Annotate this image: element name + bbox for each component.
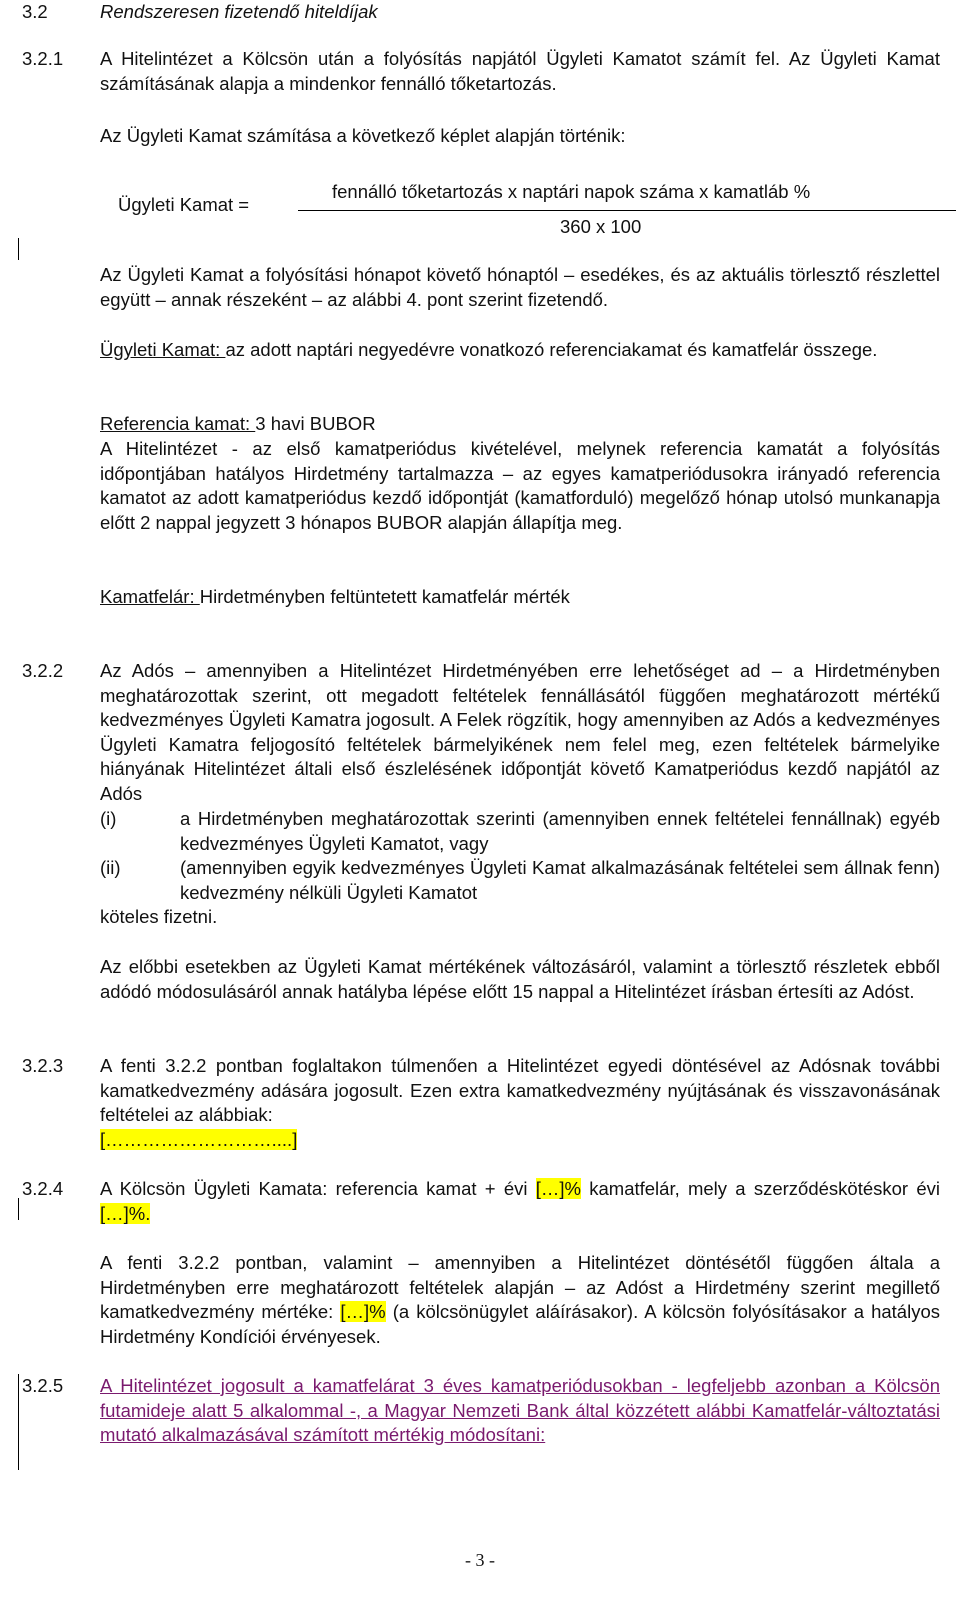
list-item-label: (ii)	[100, 857, 121, 878]
clause-3-2-4-text	[100, 1177, 940, 1226]
formula-lhs: Ügyleti Kamat =	[118, 194, 250, 215]
page-number: - 3 -	[465, 1550, 495, 1570]
clause-3-2-1-text: A Hitelintézet a Kölcsön után a folyósítás napjától Ügyleti Kamatot számít fel. Az Ügyleti Kamat számításának alapja a mindenkor fennálló tőketartozás.	[100, 48, 940, 94]
formula-fraction-line	[298, 210, 956, 211]
clause-3-2-4-paragraph-2	[100, 1251, 940, 1349]
clause-number-3-2-5: 3.2.5	[22, 1375, 64, 1396]
clause-3-2-5-text: A Hitelintézet jogosult a kamatfelárat 3 éves kamatperiódusokban - legfeljebb azonban a Kölcsön futamideje alatt 5 alkalommal -, a Magyar Nemzeti Bank által közzétett alábbi Kamatfelár-változtatási mutató alkalmazásával számított mértékig módosítani:	[100, 1375, 940, 1446]
text-segment: A fenti 3.2.2 pontban, valamint – amennyiben a Hitelintézet döntésétől függően általa a Hirdetményben erre meghatározott feltételek alapján – az Adóst a Hirdetmény szerint megillető kamatkedvezmény mértéke:	[100, 1252, 940, 1323]
definition-text: Hirdetményben feltüntetett kamatfelár mérték	[199, 586, 570, 607]
definition-text: az adott naptári negyedévre vonatkozó referenciakamat és kamatfelár összege.	[225, 339, 878, 360]
section-number: 3.2	[22, 1, 48, 22]
definition-referencia-text: A Hitelintézet - az első kamatperiódus kivételével, melynek referencia kamatát a folyósítás időpontjában hatályos Hirdetmény tartalmazza – az egyes kamatperiódusokra irányadó referencia kamatot az adott kamatperiódus kezdő időpontját (kamatforduló) megelőző hónap utolsó munkanapja előtt 2 nappal jegyzett 3 hónapos BUBOR alapján állapítja meg.	[100, 438, 940, 533]
placeholder-field	[100, 1128, 297, 1153]
formula-intro: Az Ügyleti Kamat számítása a következő képlet alapján történik:	[100, 125, 626, 146]
clause-number-3-2-3: 3.2.3	[22, 1055, 64, 1076]
clause-3-2-2-closing: köteles fizetni.	[100, 906, 218, 927]
list-item-text: a Hirdetményben meghatározottak szerinti (amennyiben ennek feltételei fennállnak) egyéb kedvezményes Ügyleti Kamatot, vagy	[180, 808, 940, 854]
revision-bar	[18, 1198, 19, 1220]
text-segment: A Kölcsön Ügyleti Kamata: referencia kamat + évi	[100, 1178, 536, 1199]
revision-bar	[18, 238, 19, 260]
clause-3-2-2-text: Az Adós – amennyiben a Hitelintézet Hirdetményében erre lehetőséget ad – a Hirdetményben meghatározottak szerint, ott megadott feltételek fennállásától függően meghatározott mértékű kedvezményes Ügyleti Kamatra jogosult. A Felek rögzítik, hogy amennyiben az Adós a kedvezményes Ügyleti Kamatra feljogosító feltételek bármelyikének nem felel meg, ezen feltételek bármelyike hiányának Hitelintézet általi első észlelésének időpontját követő Kamatperiódus kezdő napjától az Adós	[100, 660, 940, 804]
text-segment: (a kölcsönügylet aláírásakor). A kölcsön folyósításakor a hatályos Hirdetmény Kondíciói érvényesek.	[100, 1301, 940, 1347]
after-formula-text: Az Ügyleti Kamat a folyósítási hónapot követő hónaptól – esedékes, és az aktuális törlesztő részlettel együtt – annak részeként – az alábbi 4. pont szerint fizetendő.	[100, 264, 940, 310]
section-title: Rendszeresen fizetendő hiteldíjak	[100, 1, 378, 22]
definition-value: 3 havi BUBOR	[255, 413, 376, 434]
text-segment: kamatfelár, mely a szerződéskötéskor évi	[580, 1178, 940, 1199]
formula-numerator: fennálló tőketartozás x naptári napok száma x kamatláb %	[332, 181, 811, 202]
definition-ugyleti-kamat	[100, 338, 940, 363]
formula-denominator: 360 x 100	[560, 216, 642, 237]
clause-number-3-2-2: 3.2.2	[22, 660, 64, 681]
definition-referencia-kamat	[100, 412, 376, 437]
highlighted-placeholder: […]%	[340, 1301, 386, 1323]
clause-3-2-2-paragraph-2: Az előbbi esetekben az Ügyleti Kamat mértékének változásáról, valamint a törlesztő részletek ebből adódó módosulásáról annak hatályba lépése előtt 15 nappal a Hitelintézet írásban értesíti az Adóst.	[100, 956, 940, 1002]
definition-term: Kamatfelár:	[100, 586, 200, 607]
clause-number-3-2-1: 3.2.1	[22, 48, 64, 69]
list-item-text: (amennyiben egyik kedvezményes Ügyleti Kamat alkalmazásának feltételei sem állnak fenn) kedvezmény nélküli Ügyleti Kamatot	[180, 857, 940, 903]
definition-kamatfelar	[100, 585, 570, 610]
definition-term: Referencia kamat:	[100, 413, 256, 434]
clause-number-3-2-4: 3.2.4	[22, 1178, 64, 1199]
highlighted-placeholder: [………………………....]	[100, 1129, 298, 1150]
clause-3-2-3-text: A fenti 3.2.2 pontban foglaltakon túlmenően a Hitelintézet egyedi döntésével az Adósnak további kamatkedvezmény adására jogosult. Ezen extra kamatkedvezmény nyújtásának és visszavonásának feltételei az alábbiak:	[100, 1055, 940, 1126]
highlighted-placeholder: […]%	[535, 1178, 581, 1199]
definition-term: Ügyleti Kamat:	[100, 339, 226, 360]
highlighted-placeholder: […]%.	[100, 1202, 151, 1224]
revision-bar	[18, 1374, 19, 1470]
list-item-label: (i)	[100, 808, 117, 829]
